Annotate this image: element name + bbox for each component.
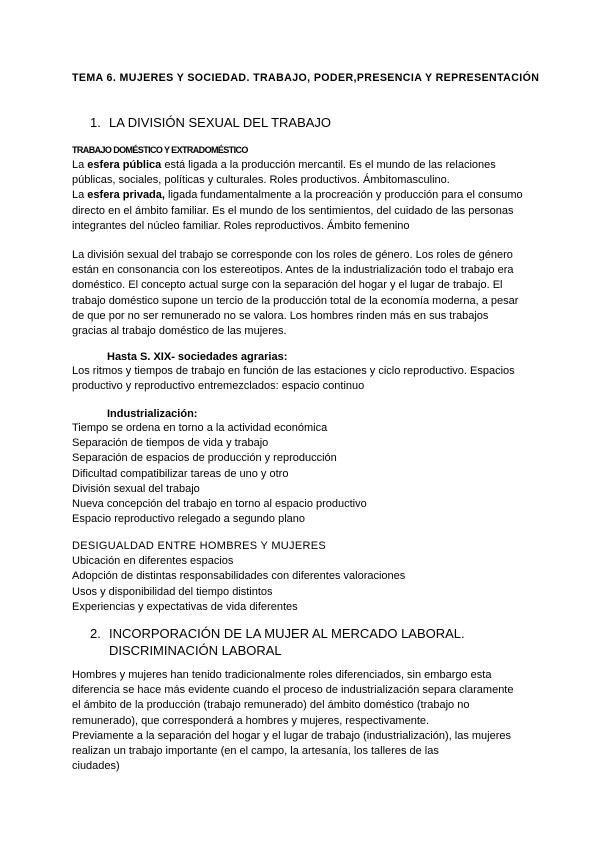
text-line: Hombres y mujeres han tenido tradicionalmente roles diferenciados, sin embargo esta (72, 669, 492, 681)
text-line: La división sexual del trabajo se corresponde con los roles de género. Los roles de género (72, 249, 513, 261)
text-line: productivo y reproductivo entremezclados: espacio continuo (72, 380, 365, 393)
text-line: Previamente a la separación del hogar y el lugar de trabajo (industrialización), las mujeres (72, 729, 512, 742)
section-title-line: INCORPORACIÓN DE LA MUJER AL MERCADO LABORAL. (109, 626, 465, 641)
text-line: diferencia se hace más evidente cuando el proceso de industrialización separa claramente (72, 684, 514, 697)
text-line: están en consonancia con los estereotipos. Antes de la industrialización todo el trabajo era (72, 264, 514, 277)
text-line: de que por no ser remunerado no se valora. Los hombres rinden más en sus trabajos (72, 309, 489, 322)
text-line: ciudades) (72, 760, 120, 773)
list-item: Experiencias y expectativas de vida diferentes (72, 600, 298, 613)
text-line: públicas, sociales, políticas y culturales. Roles productivos. Ámbitomasculino. (72, 174, 450, 187)
list-item: Dificultad compatibilizar tareas de uno y otro (72, 467, 289, 480)
esferas-paragraph (72, 158, 532, 234)
list-item: Espacio reproductivo relegado a segundo plano (72, 513, 305, 526)
division-paragraph (72, 248, 532, 339)
bold-term: esfera privada, (87, 189, 165, 202)
list-item: Usos y disponibilidad del tiempo distintos (72, 585, 273, 598)
page-title: TEMA 6. MUJERES Y SOCIEDAD. TRABAJO, PODER,PRESENCIA Y REPRESENTACIÓN (72, 72, 540, 84)
section-2-heading (90, 625, 465, 659)
text-line: La esfera pública está ligada a la producción mercantil. Es el mundo de las relaciones (72, 159, 496, 171)
text-line: trabajo doméstico supone un tercio de la producción total de la economía moderna, a pesar (72, 294, 519, 307)
industrializacion-list (72, 421, 367, 527)
section-number: 2. (90, 626, 101, 641)
list-item: Tiempo se ordena en torno a la actividad económica (72, 422, 328, 434)
bold-term: esfera pública (87, 159, 162, 171)
section-title-line: DISCRIMINACIÓN LABORAL (109, 643, 282, 658)
list-item: División sexual del trabajo (72, 482, 200, 495)
agrarias-heading: Hasta S. XIX- sociedades agrarias: (107, 351, 288, 363)
section-number: 1. (90, 115, 101, 130)
text-line: directo en el ámbito familiar. Es el mundo de los sentimientos, del cuidado de las personas (72, 204, 514, 217)
desigualdad-heading: DESIGUALDAD ENTRE HOMBRES Y MUJERES (72, 540, 326, 552)
section-1-heading (90, 114, 331, 131)
list-item: Separación de tiempos de vida y trabajo (72, 437, 269, 450)
agrarias-paragraph (72, 364, 532, 394)
subheading: TRABAJO DOMÉSTICO Y EXTRADOMÉSTICO (72, 145, 248, 155)
text-line: doméstico. El concepto actual surge con la separación del hogar y el lugar de trabajo. El (72, 279, 503, 292)
text-line: realizan un trabajo importante (en el campo, la artesanía, los talleres de las (72, 745, 439, 758)
section-title: LA DIVISIÓN SEXUAL DEL TRABAJO (109, 115, 332, 130)
text-line: remunerado), que corresponderá a hombres y mujeres, respectivamente. (72, 714, 430, 727)
text-line: Los ritmos y tiempos de trabajo en función de las estaciones y ciclo reproductivo. Espacios (72, 365, 515, 377)
text-line: integrantes del núcleo familiar. Roles reproductivos. Ámbito femenino (72, 219, 410, 232)
list-item: Separación de espacios de producción y reproducción (72, 452, 337, 465)
list-item: Ubicación en diferentes espacios (72, 555, 234, 568)
industrializacion-heading: Industrialización: (107, 408, 198, 420)
text-line: gracias al trabajo doméstico de las mujeres. (72, 325, 287, 338)
list-item: Adopción de distintas responsabilidades con diferentes valoraciones (72, 570, 406, 583)
text-line: La esfera privada, ligada fundamentalmente a la procreación y producción para el consumo (72, 189, 523, 202)
desigualdad-section (72, 539, 405, 615)
list-item: Nueva concepción del trabajo en torno al espacio productivo (72, 498, 367, 511)
incorporacion-paragraph (72, 668, 532, 774)
text-line: el ámbito de la producción (trabajo remunerado) del ámbito doméstico (trabajo no (72, 699, 470, 712)
